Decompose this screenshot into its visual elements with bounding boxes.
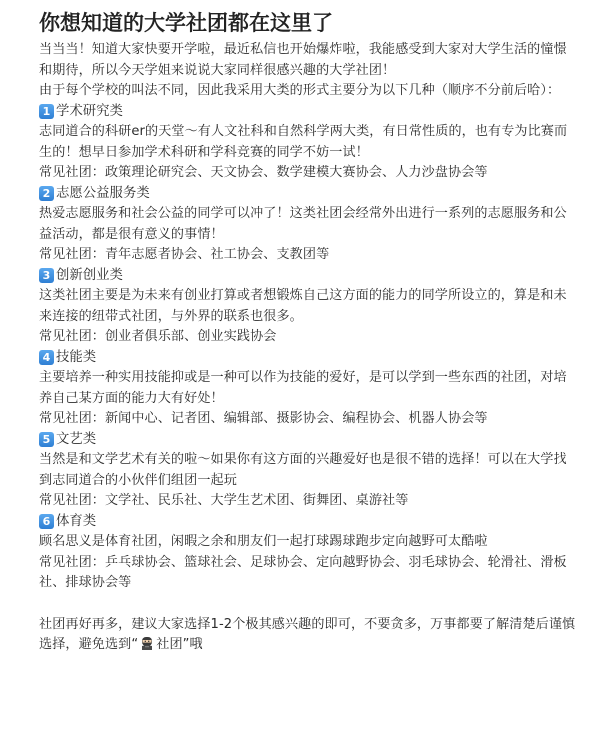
section-body: 这类社团主要是为未来有创业打算或者想锻炼自己这方面的能力的同学所设立的，算是和未来连接的纽带式社团，与外界的联系也很多。 bbox=[39, 288, 567, 324]
section-6 bbox=[39, 512, 579, 594]
section-body: 当然是和文学艺术有关的啦～如果你有这方面的兴趣爱好也是很不错的选择！可以在大学找到志同道合的小伙伴们组团一起玩 bbox=[39, 452, 567, 488]
section-heading bbox=[39, 184, 579, 205]
section-heading bbox=[39, 102, 579, 123]
page-title: 你想知道的大学社团都在这里了 bbox=[39, 11, 333, 35]
section-title: 文艺类 bbox=[56, 431, 97, 447]
intro-paragraph-1: 当当当！知道大家快要开学啦，最近私信也开始爆炸啦，我能感受到大家对大学生活的憧憬和期待，所以今天学姐来说说大家同样很感兴趣的大学社团！ bbox=[39, 42, 567, 78]
blank-line bbox=[39, 594, 579, 615]
section-body: 主要培养一种实用技能抑或是一种可以作为技能的爱好，是可以学到一些东西的社团，对培养自己某方面的能力大有好处！ bbox=[39, 370, 567, 406]
closing-text-start: 社团再好再多，建议大家选择1-2个极其感兴趣的即可，不要贪多，万事都要了解清楚后谨慎选择，避免选到“ bbox=[39, 616, 576, 652]
section-title: 学术研究类 bbox=[56, 103, 123, 119]
section-body: 热爱志愿服务和社会公益的同学可以冲了！这类社团会经常外出进行一系列的志愿服务和公益活动，都是很有意义的事情！ bbox=[39, 206, 567, 242]
intro-paragraph-2: 由于每个学校的叫法不同，因此我采用大类的形式主要分为以下几种（顺序不分前后哈）： bbox=[39, 83, 561, 98]
section-examples: 常见社团：乒乓球协会、篮球社会、足球协会、定向越野协会、羽毛球协会、轮滑社、滑板社、排球协会等 bbox=[39, 554, 567, 590]
section-examples: 常见社团：文学社、民乐社、大学生艺术团、街舞团、桌游社等 bbox=[39, 493, 409, 508]
section-examples: 常见社团：青年志愿者协会、社工协会、支教团等 bbox=[39, 247, 330, 262]
keycap-number-icon: 1 bbox=[39, 104, 54, 119]
closing-text-end: 社团”哦 bbox=[156, 637, 203, 652]
section-title: 创新创业类 bbox=[56, 267, 123, 283]
closing-paragraph bbox=[39, 615, 579, 656]
article bbox=[39, 8, 579, 656]
ninja-emoji-icon bbox=[139, 635, 155, 651]
keycap-number-icon: 5 bbox=[39, 432, 54, 447]
section-body: 志同道合的科研er的天堂～有人文社科和自然科学两大类，有日常性质的，也有专为比赛而生的！想早日参加学术科研和学科竞赛的同学不妨一试！ bbox=[39, 124, 568, 160]
section-body: 顾名思义是体育社团，闲暇之余和朋友们一起打球踢球跑步定向越野可太酷啦 bbox=[39, 534, 488, 549]
section-1 bbox=[39, 102, 579, 184]
section-title: 技能类 bbox=[56, 349, 97, 365]
section-4 bbox=[39, 348, 579, 430]
keycap-number-icon: 3 bbox=[39, 268, 54, 283]
section-heading bbox=[39, 266, 579, 287]
section-2 bbox=[39, 184, 579, 266]
section-examples: 常见社团：新闻中心、记者团、编辑部、摄影协会、编程协会、机器人协会等 bbox=[39, 411, 488, 426]
section-5 bbox=[39, 430, 579, 512]
keycap-number-icon: 6 bbox=[39, 514, 54, 529]
keycap-number-icon: 2 bbox=[39, 186, 54, 201]
section-heading bbox=[39, 348, 579, 369]
section-title: 体育类 bbox=[56, 513, 97, 529]
section-title: 志愿公益服务类 bbox=[56, 185, 150, 201]
section-examples: 常见社团：创业者俱乐部、创业实践协会 bbox=[39, 329, 277, 344]
section-examples: 常见社团：政策理论研究会、天文协会、数学建模大赛协会、人力沙盘协会等 bbox=[39, 165, 488, 180]
section-3 bbox=[39, 266, 579, 348]
section-heading bbox=[39, 512, 579, 533]
keycap-number-icon: 4 bbox=[39, 350, 54, 365]
section-heading bbox=[39, 430, 579, 451]
